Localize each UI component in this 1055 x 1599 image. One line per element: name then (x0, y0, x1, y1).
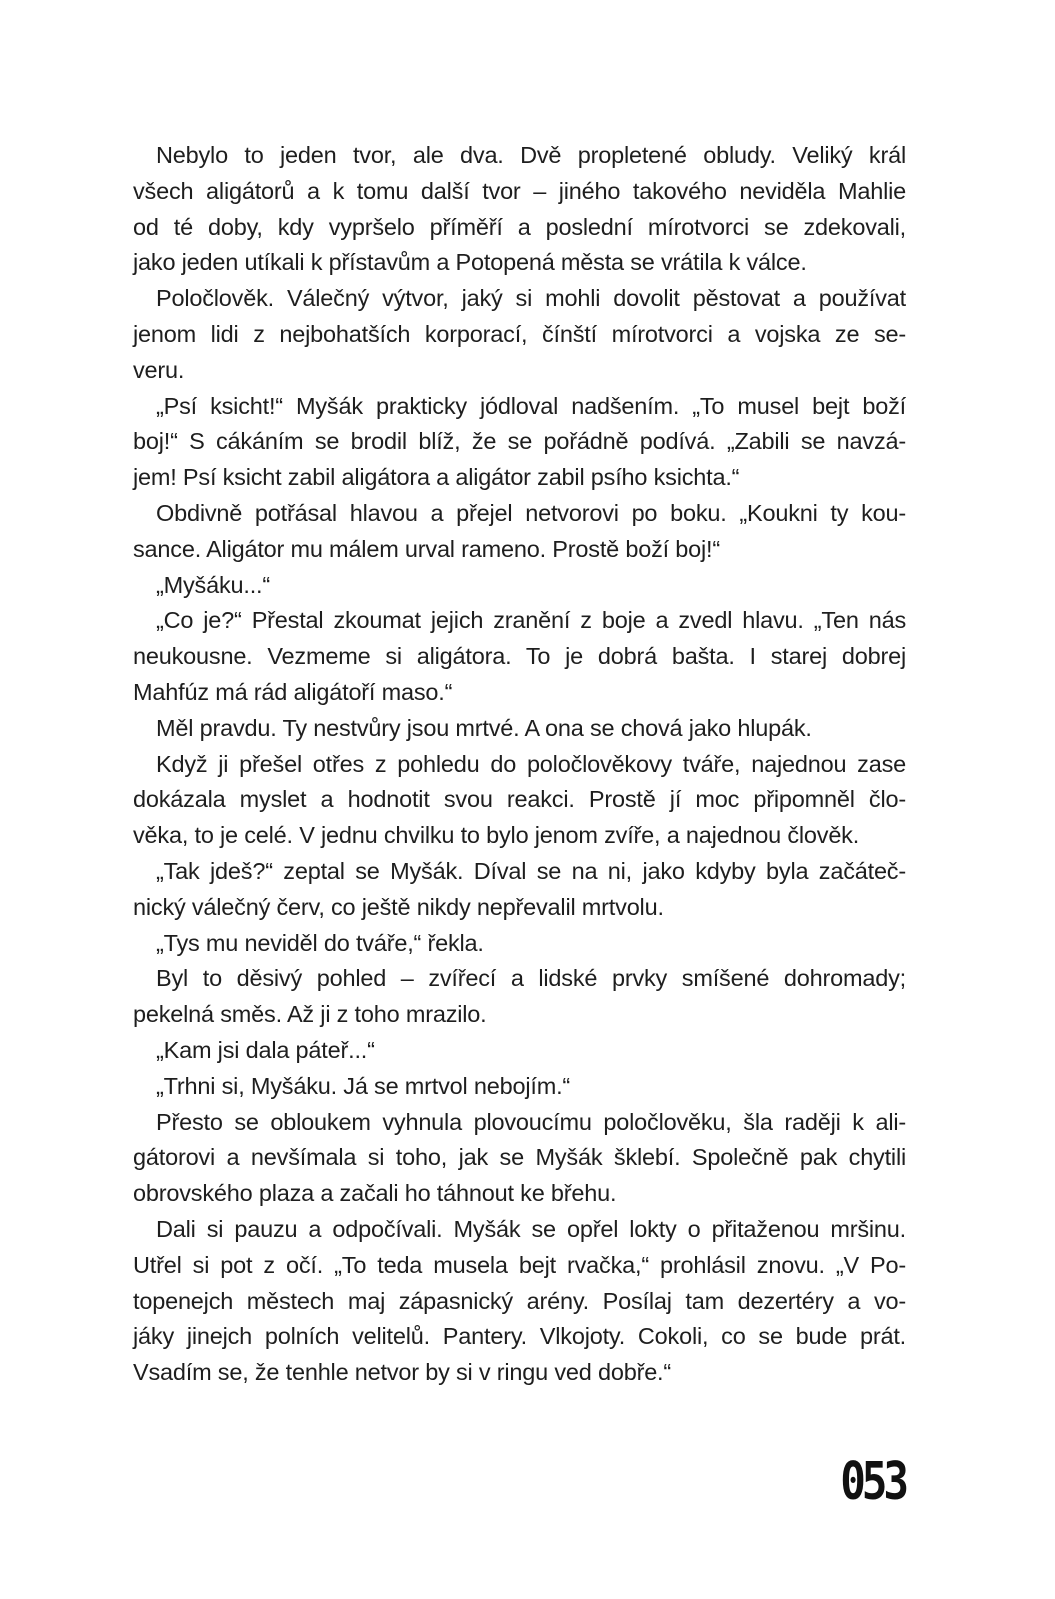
text-line: Měl pravdu. Ty nestvůry jsou mrtvé. A ona se chová jako hlupák. (156, 714, 812, 741)
text-line: všech aligátorů a k tomu další tvor – jiného takového neviděla Mahlie (133, 177, 906, 204)
text-line: „Myšáku...“ (156, 571, 271, 598)
text-line: Dali si pauzu a odpočívali. Myšák se opřel lokty o přitaženou mršinu. (156, 1215, 906, 1242)
text-line: dokázala myslet a hodnotit svou reakci. Prostě jí moc připomněl člo- (133, 786, 906, 813)
text-line: Byl to děsivý pohled – zvířecí a lidské prvky smíšené dohromady; (156, 965, 906, 992)
text-line: veru. (133, 356, 185, 383)
text-line: jáky jinejch polních velitelů. Pantery. Vlkojoty. Cokoli, co se bude prát. (133, 1323, 906, 1350)
text-line: Když ji přešel otřes z pohledu do poločlověkovy tváře, najednou zase (156, 750, 906, 777)
text-line: jenom lidi z nejbohatších korporací, čínští mírotvorci a vojska ze se- (133, 320, 906, 347)
text-line: „Trhni si, Myšáku. Já se mrtvol nebojím.“ (156, 1072, 571, 1099)
text-line: Poločlověk. Válečný výtvor, jaký si mohli dovolit pěstovat a používat (156, 285, 906, 312)
text-line: pekelná směs. Až ji z toho mrazilo. (133, 1001, 487, 1028)
text-line: nický válečný červ, co ještě nikdy nepřevalil mrtvolu. (133, 893, 664, 920)
text-line: Mahfúz má rád aligátoří maso.“ (133, 678, 453, 705)
text-line: obrovského plaza a začali ho táhnout ke břehu. (133, 1180, 617, 1207)
text-line: „Psí ksicht!“ Myšák prakticky jódloval nadšením. „To musel bejt boží (156, 392, 906, 419)
text-line: boj!“ S cákáním se brodil blíž, že se pořádně podívá. „Zabili se navzá- (133, 428, 906, 455)
text-line: „Kam jsi dala páteř...“ (156, 1036, 375, 1063)
text-line: topenejch městech maj zápasnický arény. Posílaj tam dezertéry a vo- (133, 1287, 906, 1314)
text-line: Přesto se obloukem vyhnula plovoucímu poločlověku, šla raději k ali- (156, 1108, 906, 1135)
text-line: Vsadím se, že tenhle netvor by si v ringu ved dobře.“ (133, 1359, 672, 1386)
page-number: 053 (840, 1452, 905, 1512)
text-line: od té doby, kdy vypršelo příměří a poslední mírotvorci se zdekovali, (133, 213, 906, 240)
text-line: „Tys mu neviděl do tváře,“ řekla. (156, 929, 484, 956)
text-line: Utřel si pot z očí. „To teda musela bejt rvačka,“ prohlásil znovu. „V Po- (133, 1251, 906, 1278)
text-line: gátorovi a nevšímala si toho, jak se Myšák šklebí. Společně pak chytili (133, 1144, 906, 1171)
body-text (133, 138, 906, 1391)
text-line: „Co je?“ Přestal zkoumat jejich zranění z boje a zvedl hlavu. „Ten nás (156, 607, 906, 634)
text-line: Obdivně potřásal hlavou a přejel netvorovi po boku. „Koukni ty kou- (156, 499, 906, 526)
text-line: sance. Aligátor mu málem urval rameno. Prostě boží boj!“ (133, 535, 721, 562)
text-line: Nebylo to jeden tvor, ale dva. Dvě propletené obludy. Veliký král (156, 142, 906, 168)
text-line: neukousne. Vezmeme si aligátora. To je dobrá bašta. I starej dobrej (133, 643, 906, 670)
text-line: věka, to je celé. V jednu chvilku to bylo jenom zvíře, a najednou člověk. (133, 822, 860, 849)
text-line: jako jeden utíkali k přístavům a Potopená města se vrátila k válce. (133, 249, 807, 276)
text-line: jem! Psí ksicht zabil aligátora a aligátor zabil psího ksichta.“ (133, 464, 740, 491)
text-line: „Tak jdeš?“ zeptal se Myšák. Díval se na ni, jako kdyby byla začáteč- (156, 857, 906, 884)
